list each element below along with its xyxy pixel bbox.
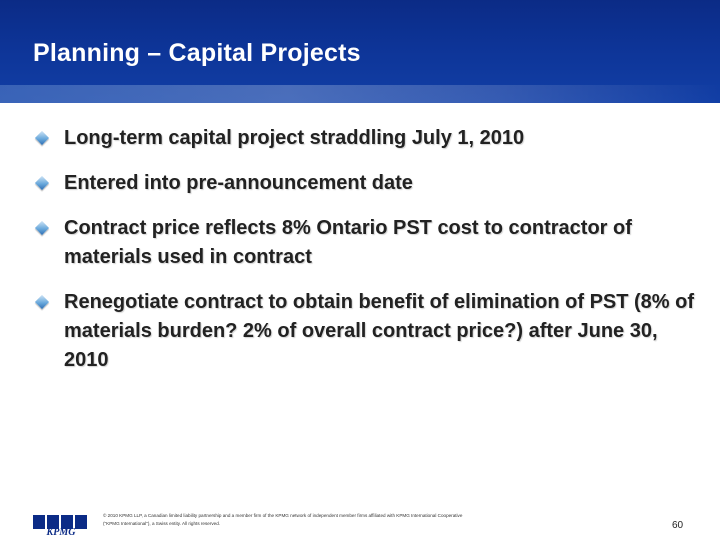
svg-text:KPMG: KPMG (46, 527, 76, 537)
kpmg-logo (33, 515, 89, 537)
bullet-text: Contract price reflects 8% Ontario PST cost to contractor of materials used in contract (64, 217, 632, 268)
diamond-bullet-icon (35, 295, 49, 309)
bullet-item (36, 214, 696, 272)
slide-title: Planning – Capital Projects (33, 39, 361, 67)
bullet-list (36, 124, 696, 391)
bullet-item (36, 169, 696, 198)
copyright-line: ("KPMG International"), a Swiss entity. All rights reserved. (103, 521, 221, 526)
bullet-text: Renegotiate contract to obtain benefit of elimination of PST (8% of materials burden? 2% of overall contract price?) after June 30, 2010 (64, 291, 695, 371)
page-number: 60 (672, 520, 684, 531)
diamond-bullet-icon (35, 131, 49, 145)
bullet-item (36, 124, 696, 153)
copyright-line: © 2010 KPMG LLP, a Canadian limited liability partnership and a member firm of the KPMG network of independent member firms affiliated with KPMG International Cooperative (103, 513, 463, 518)
diamond-bullet-icon (35, 176, 49, 190)
bullet-text: Long-term capital project straddling July 1, 2010 (64, 127, 525, 149)
diamond-bullet-icon (35, 221, 49, 235)
bullet-item (36, 288, 696, 375)
bullet-text: Entered into pre-announcement date (64, 172, 413, 194)
slide-header (0, 0, 720, 103)
copyright-notice (103, 512, 603, 528)
slide-footer (0, 500, 720, 540)
